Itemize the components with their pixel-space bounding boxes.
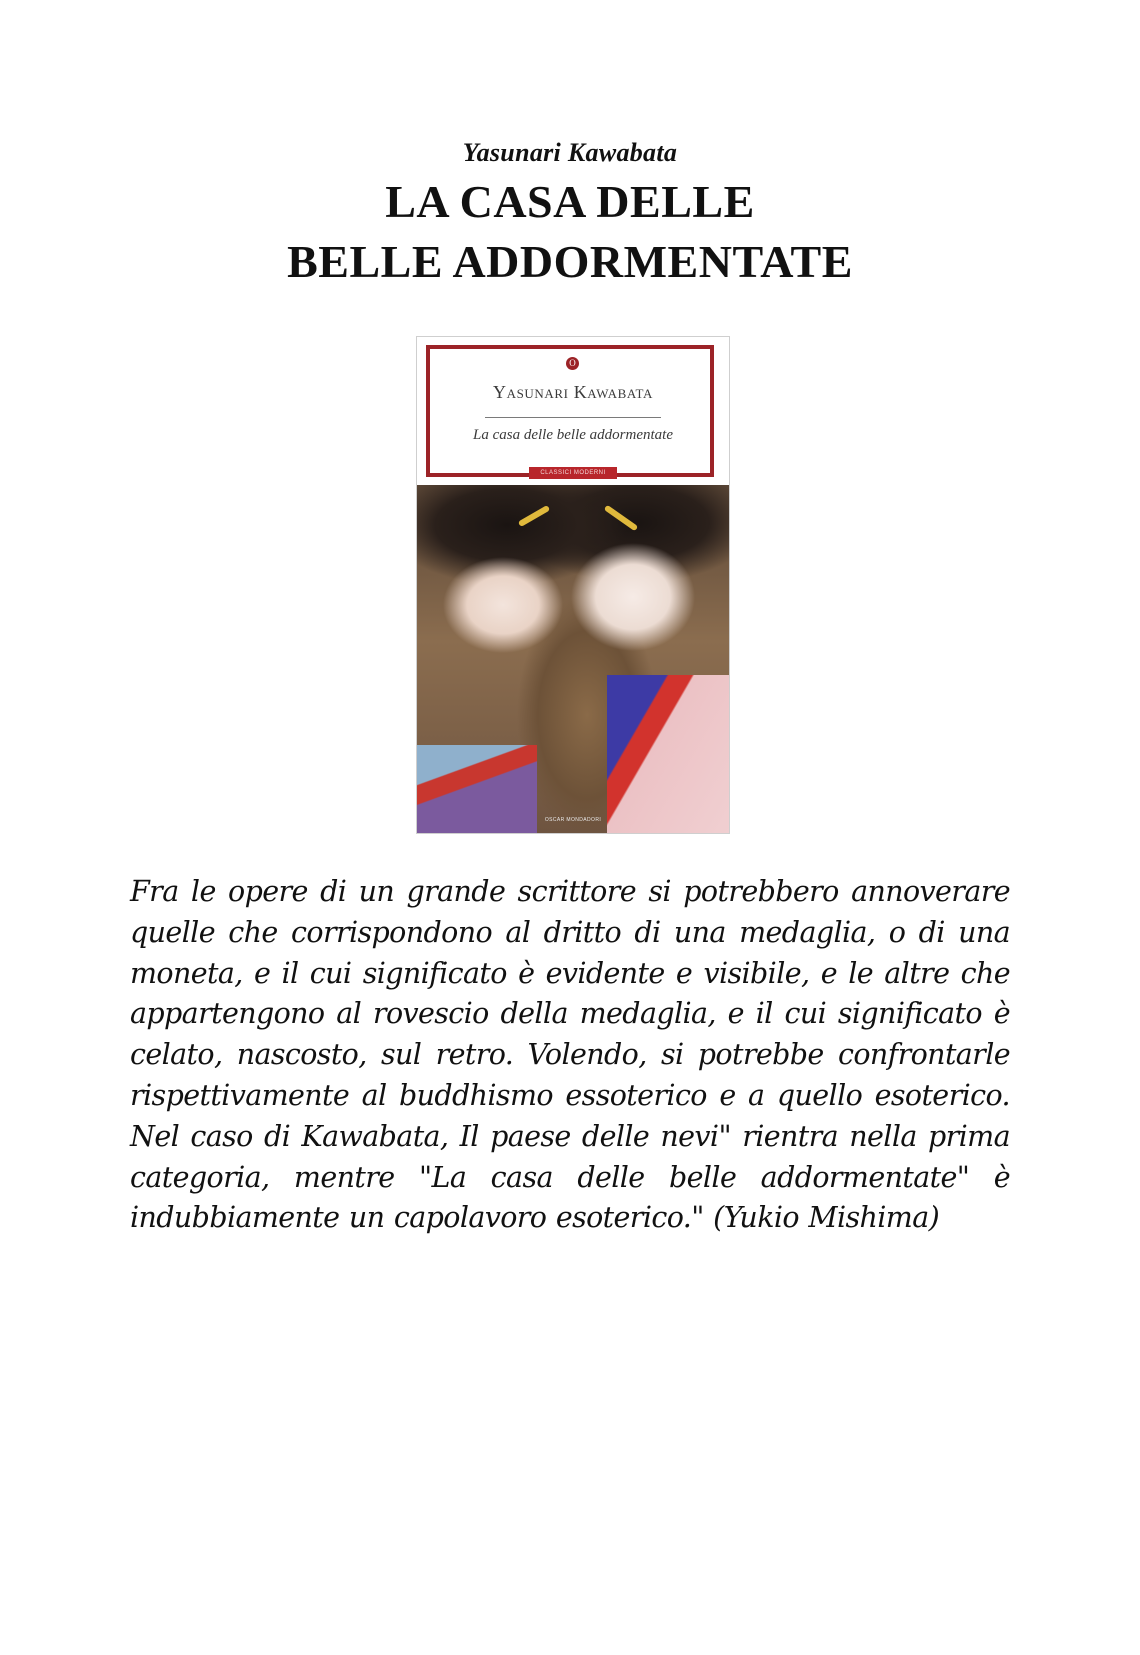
cover-author: Yasunari Kawabata xyxy=(493,382,653,402)
quote-line: Fra le opere di un grande scrittore si potrebbero annoverare xyxy=(130,875,1010,908)
publisher-logo-icon: O xyxy=(566,357,579,370)
cover-series-label: CLASSICI MODERNI xyxy=(529,467,617,479)
quote-line: quelle che corrispondono al dritto di una medaglia, o di una xyxy=(130,915,1010,949)
book-title xyxy=(0,172,1140,292)
quote-line: celato, nascosto, sul retro. Volendo, si potrebbe confrontarle xyxy=(130,1038,1010,1072)
cover-photo xyxy=(417,485,729,833)
quote-line: categoria, mentre "La casa delle belle addormentate" è xyxy=(130,1160,1010,1194)
cover-divider xyxy=(485,417,661,418)
author-name: Yasunari Kawabata xyxy=(462,138,678,167)
quote-paragraph xyxy=(130,872,1010,1239)
book-title-line-1: LA CASA DELLE xyxy=(385,176,755,227)
quote-line: Nel caso di Kawabata, Il paese delle nevi" rientra nella prima xyxy=(130,1119,1010,1153)
quote-line: appartengono al rovescio della medaglia, e il cui significato è xyxy=(130,997,1010,1031)
cover-header xyxy=(417,337,729,485)
book-cover-image xyxy=(416,336,730,834)
quote-line: moneta, e il cui significato è evidente e visibile, e le altre che xyxy=(130,956,1010,990)
cover-title: La casa delle belle addormentate xyxy=(473,427,673,443)
quote-line-attribution: indubbiamente un capolavoro esoterico." (Yukio Mishima) xyxy=(130,1201,940,1235)
book-title-line-2: BELLE ADDORMENTATE xyxy=(287,236,853,287)
quote-line: rispettivamente al buddhismo essoterico e a quello esoterico. xyxy=(130,1078,1010,1112)
hairpin-right xyxy=(604,505,639,532)
cover-publisher: OSCAR MONDADORI xyxy=(544,817,602,823)
kimono-right xyxy=(607,675,729,833)
hairpin-left xyxy=(518,505,550,527)
